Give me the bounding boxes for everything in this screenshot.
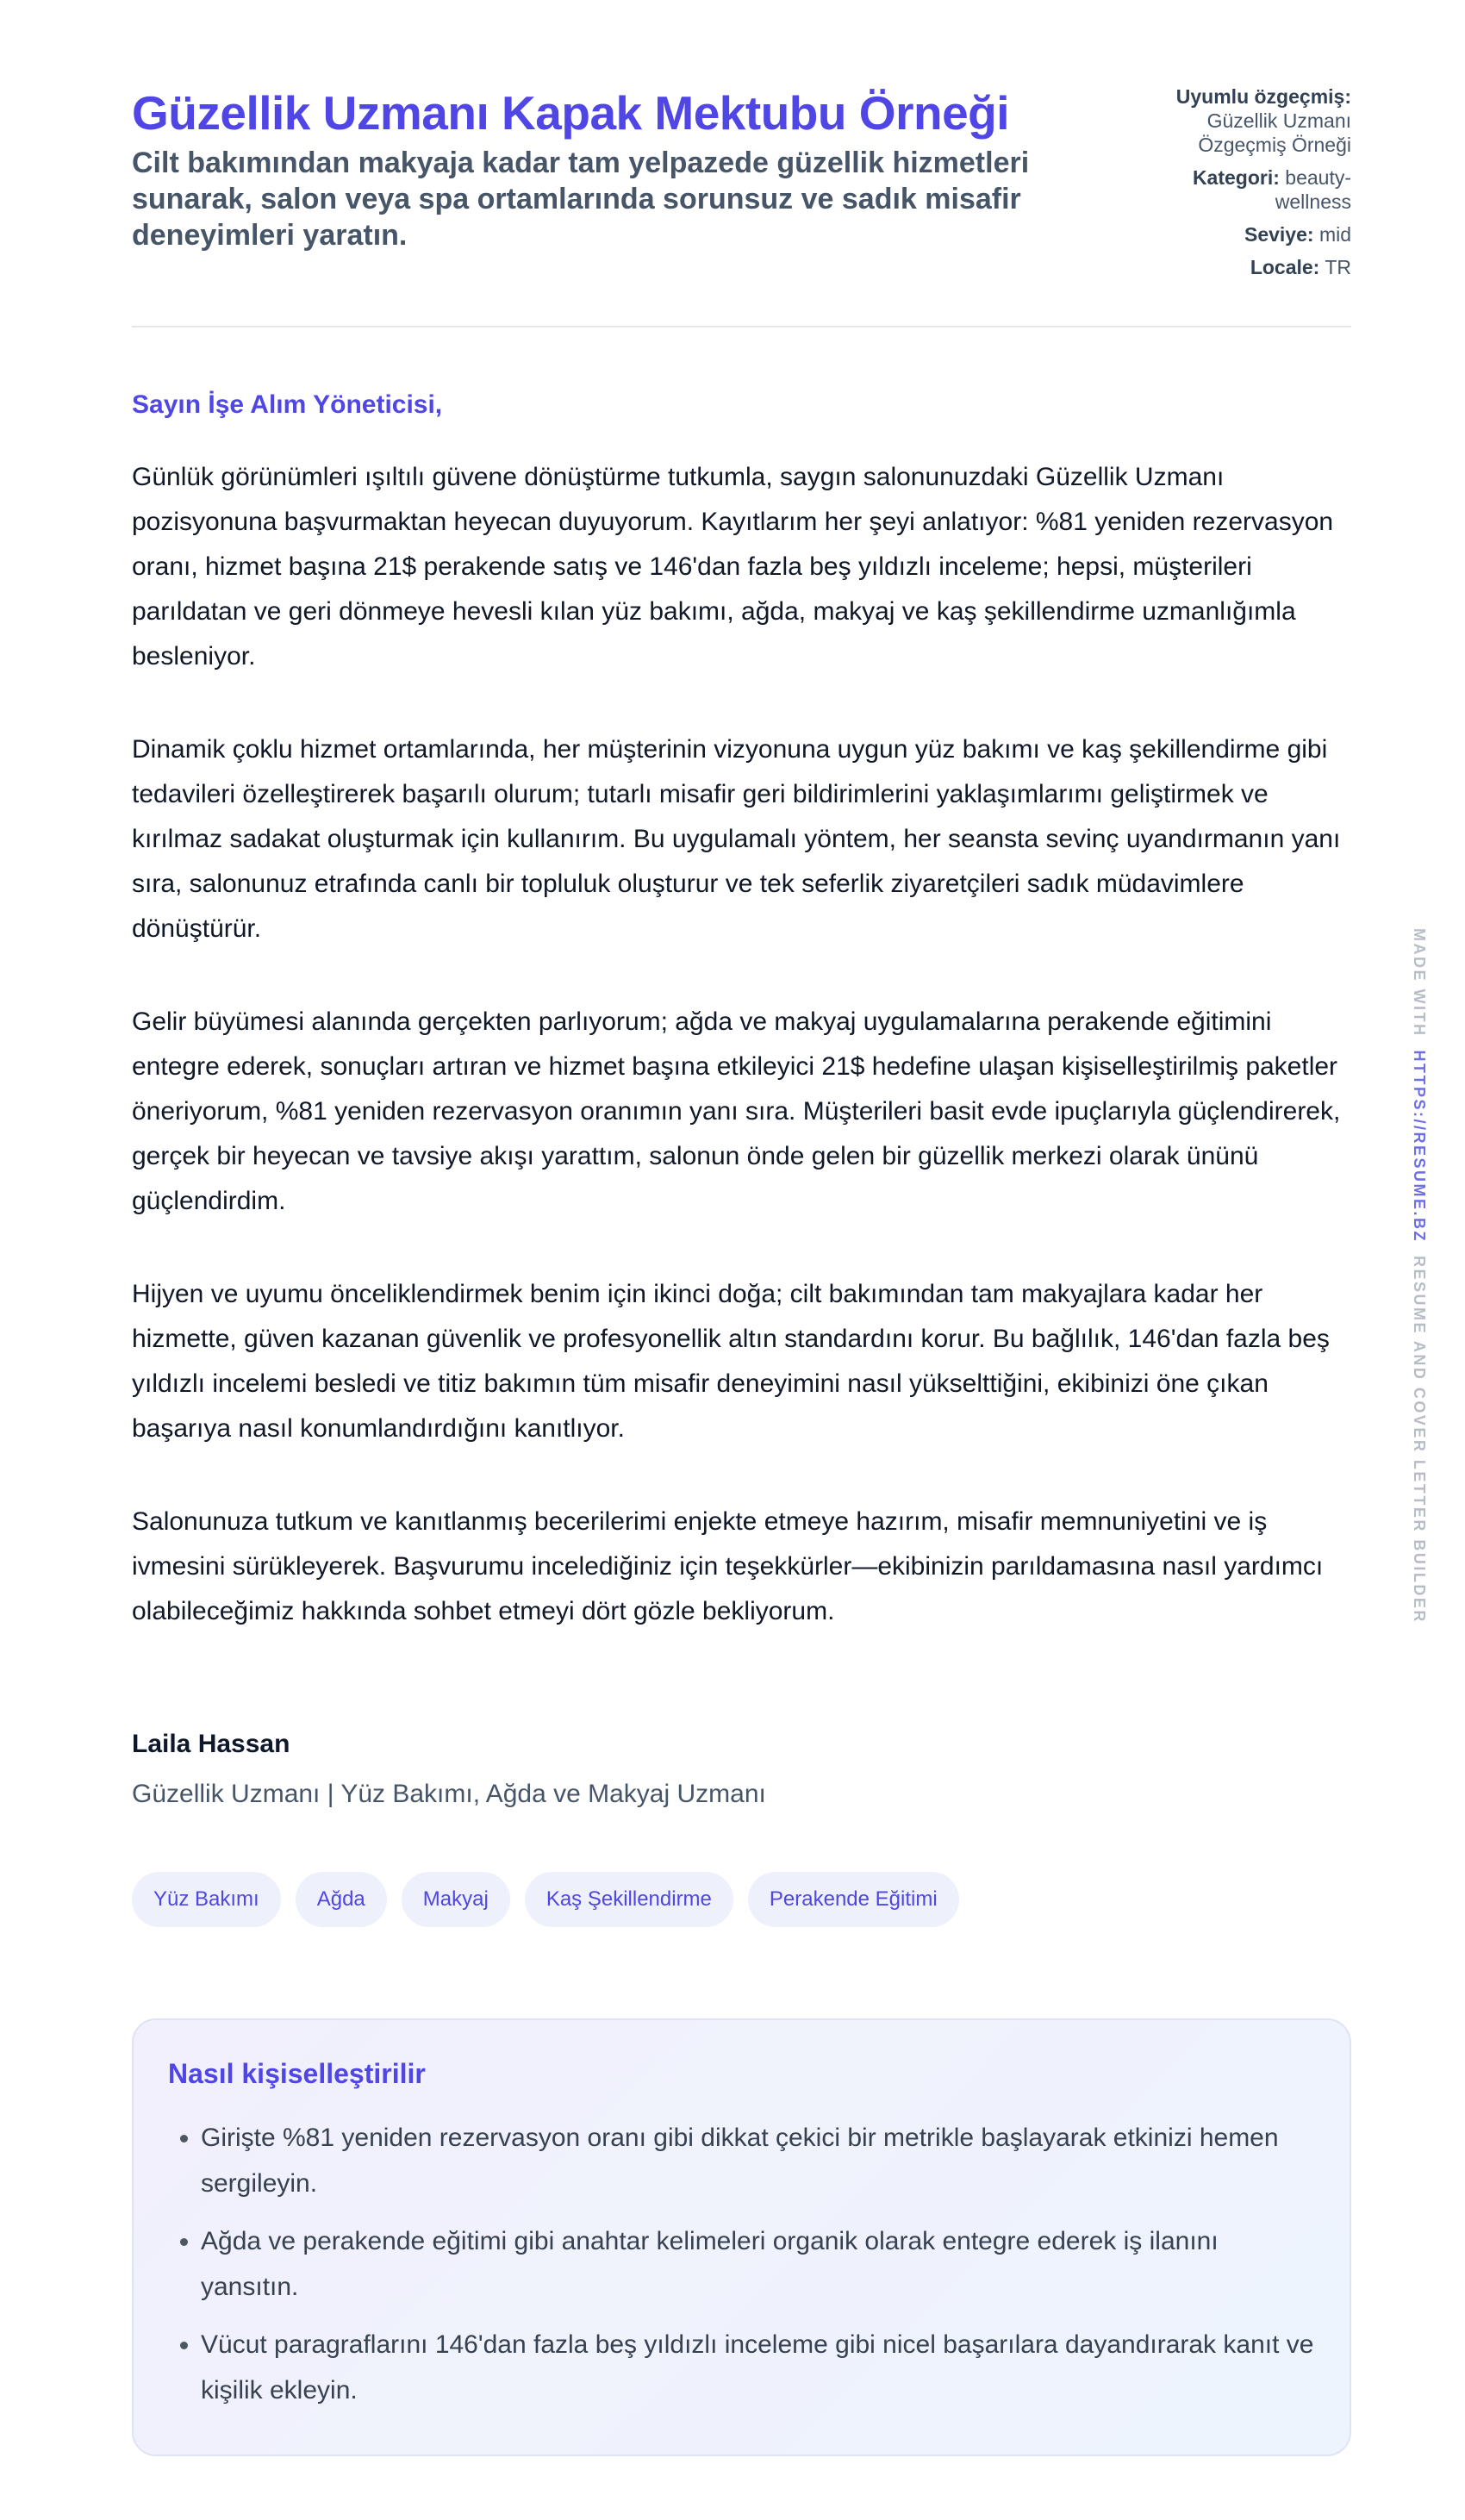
meta-locale [1144, 255, 1351, 279]
meta-locale-label: Locale: [1250, 256, 1320, 278]
meta-resume-label: Uyumlu özgeçmiş: [1175, 85, 1351, 108]
skill-tag: Yüz Bakımı [132, 1872, 281, 1927]
salutation: Sayın İşe Alım Yöneticisi, [132, 390, 443, 419]
letter-paragraph: Günlük görünümleri ışıltılı güvene dönüştürme tutkumla, saygın salonunuzdaki Güzellik Uzmanı pozisyonuna başvurmaktan heyecan duyuyorum. Kayıtlarım her şeyi anlatıyor: %81 yeniden rezervasyon oranı, hizmet başına 21$ perakende satış ve 146'dan fazla beş yıldızlı inceleme; hepsi, müşterileri parıldatan ve geri dönmeye hevesli kılan yüz bakımı, ağda, makyaj ve kaş şekillendirme uzmanlığımla besleniyor. [132, 463, 1334, 671]
letter-paragraph: Dinamik çoklu hizmet ortamlarında, her müşterinin vizyonuna uygun yüz bakımı ve kaş şekillendirme gibi tedavileri özelleştirerek başarılı olurum; tutarlı misafir geri bildirimlerini yaklaşımlarımı geliştirmek ve kırılmaz sadakat oluşturmak için kullanırım. Bu uygulamalı yöntem, her seansta sevinç uyandırmanın yanı sıra, salonunuz etrafında canlı bir topluluk oluşturur ve tek seferlik ziyaretçileri sadık müdavimlere dönüştürür. [132, 735, 1341, 943]
watermark-link[interactable]: HTTPS://RESUME.BZ [1411, 1050, 1428, 1244]
tip-item: • Vücut paragraflarını 146'dan fazla beş yıldızlı inceleme gibi nicel başarılara dayandırarak kanıt ve kişilik ekleyin. [201, 2322, 1315, 2413]
page-header [132, 0, 1351, 327]
header-text [132, 83, 1080, 288]
letter-paragraph: Hijyen ve uyumu önceliklendirmek benim için ikinci doğa; cilt bakımından tam makyajlara kadar her hizmette, güven kazanan güvenlik ve profesyonellik altın standardını korur. Bu bağlılık, 146'dan fazla beş yıldızlı incelemi besledi ve titiz bakımın tüm misafir deneyimini nasıl yükselttiğini, ekibinizi öne çıkan başarıya nasıl konumlandırdığını kanıtlıyor. [132, 1280, 1330, 1443]
letter-paragraph: Gelir büyümesi alanında gerçekten parlıyorum; ağda ve makyaj uygulamalarına perakende eğitimini entegre ederek, sonuçları artıran ve hizmet başına etkileyici 21$ hedefine ulaşan kişiselleştirilmiş paketler öneriyorum, %81 yeniden rezervasyon oranımın yanı sıra. Müşterileri basit evde ipuçlarıyla güçlendirerek, gerçek bir heyecan ve tavsiye akışı yarattım, salonun önde gelen bir güzellik merkezi olarak ününü güçlendirdim. [132, 1007, 1341, 1215]
meta-panel [1144, 83, 1351, 288]
tip-item: • Ağda ve perakende eğitimi gibi anahtar kelimeleri organik olarak entegre ederek iş ilanını yansıtın. [201, 2218, 1315, 2310]
letter-paragraph: Salonunuza tutkum ve kanıtlanmış becerilerimi enjekte etmeye hazırım, misafir memnuniyetini ve iş ivmesini sürükleyerek. Başvurumu incelediğiniz için teşekkürler—ekibinizin parıldamasına nasıl yardımcı olabileceğimiz hakkında sohbet etmeyi dört gözle bekliyorum. [132, 1507, 1324, 1625]
meta-locale-value: TR [1325, 256, 1351, 278]
customization-tips [132, 2018, 1351, 2456]
meta-level-label: Seviye: [1244, 223, 1314, 246]
page-subtitle: Cilt bakımından makyaja kadar tam yelpazede güzellik hizmetleri sunarak, salon veya spa ortamlarında sorunsuz ve sadık misafir deneyimleri yaratın. [132, 147, 1030, 252]
watermark-prefix: MADE WITH [1411, 928, 1428, 1038]
skill-tag: Perakende Eğitimi [748, 1872, 959, 1927]
cover-letter-page [132, 0, 1351, 2456]
page-title: Güzellik Uzmanı Kapak Mektubu Örneği [132, 86, 1010, 140]
skill-tag: Kaş Şekillendirme [525, 1872, 733, 1927]
skill-tag: Makyaj [402, 1872, 510, 1927]
tips-heading: Nasıl kişiselleştirilir [168, 2058, 426, 2089]
tips-list [168, 2115, 1315, 2413]
meta-resume-value: Güzellik Uzmanı Özgeçmiş Örneği [1198, 109, 1351, 156]
meta-level [1144, 222, 1351, 246]
signature-title: Güzellik Uzmanı | Yüz Bakımı, Ağda ve Makyaj Uzmanı [132, 1780, 766, 1808]
meta-category-value: beauty-wellness [1275, 166, 1351, 213]
watermark [1410, 928, 1428, 1624]
skill-tag: Ağda [296, 1872, 387, 1927]
meta-level-value: mid [1318, 223, 1351, 246]
watermark-suffix: RESUME AND COVER LETTER BUILDER [1411, 1256, 1428, 1624]
signature-name: Laila Hassan [132, 1730, 290, 1758]
skill-tags [132, 1872, 1351, 1927]
meta-resume [1144, 84, 1351, 157]
meta-category-label: Kategori: [1192, 166, 1280, 189]
meta-category [1144, 165, 1351, 214]
tip-item: • Girişte %81 yeniden rezervasyon oranı gibi dikkat çekici bir metrikle başlayarak etkinizi hemen sergileyin. [201, 2115, 1315, 2206]
